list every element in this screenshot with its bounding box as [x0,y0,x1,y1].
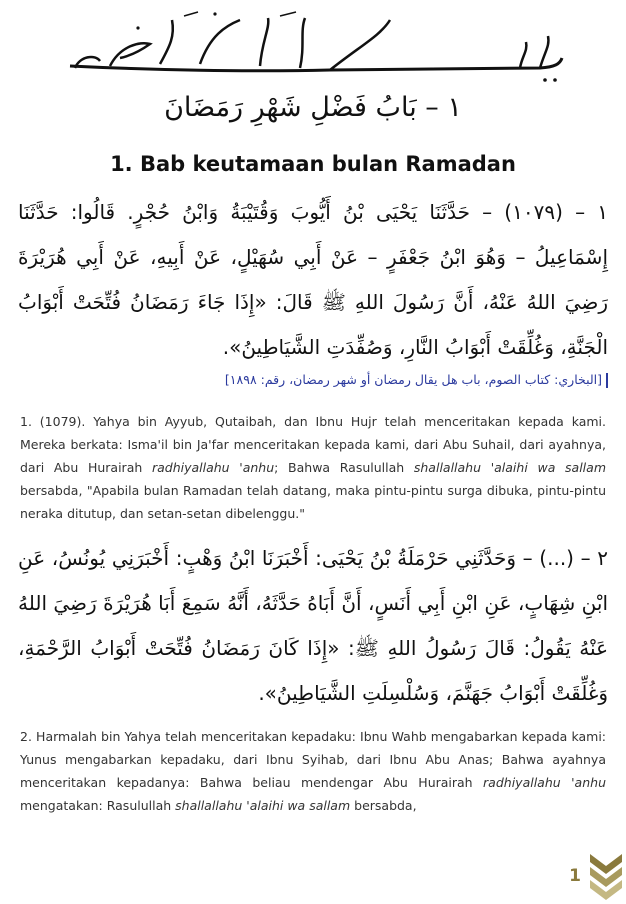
translation-honorific: radhiyallahu 'anhu [151,460,275,475]
translation-honorific: radhiyallahu 'anhu [483,775,606,790]
bismillah-calligraphy-icon [0,6,626,92]
translation-honorific: shallallahu 'alaihi wa sallam [413,460,606,475]
page-number: 1 [569,866,581,886]
hadith-1-translation [20,410,606,525]
hadith-1-reference [225,372,608,388]
translation-honorific: shallallahu 'alaihi wa sallam [175,798,351,813]
reference-bar-icon [606,373,608,388]
hadith-2-arabic: ٢ – (...) – وَحَدَّثَنِي حَرْمَلَةُ بْنُ يَحْيَى: أَخْبَرَنَا ابْنُ وَهْبٍ: أَخْبَرَنِي يُونُسُ، عَنِ ابْنِ شِهَابٍ، عَنِ ابْنِ أَبِي أَنَسٍ، أَنَّ أَبَاهُ حَدَّثَهُ، أَنَّهُ سَمِعَ أَبَا هُرَيْرَةَ رَضِيَ اللهُ عَنْهُ يَقُولُ: قَالَ رَسُولُ اللهِ ﷺ: «إِذَا كَانَ رَمَضَانُ فُتِّحَتْ أَبْوَابُ الرَّحْمَةِ، وَغُلِّقَتْ أَبْوَابُ جَهَنَّمَ، وَسُلْسِلَتِ الشَّيَاطِينُ». [18,546,608,705]
reference-text: [البخاري: كتاب الصوم، باب هل يقال رمضان أو شهر رمضان، رقم: ١٨٩٨] [224,372,602,387]
hadith-1-arabic: ١ – (١٠٧٩) – حَدَّثَنَا يَحْيَى بْنُ أَيُّوبَ وَقُتَيْبَةُ وَابْنُ حُجْرٍ. قَالُوا: حَدَّثَنَا إِسْمَاعِيلُ – وَهُوَ ابْنُ جَعْفَرٍ – عَنْ أَبِي سُهَيْلٍ، عَنْ أَبِيهِ، عَنْ أَبِي هُرَيْرَةَ رَضِيَ اللهُ عَنْهُ، أَنَّ رَسُولَ اللهِ ﷺ قَالَ: «إِذَا جَاءَ رَمَضَانُ فُتِّحَتْ أَبْوَابُ الْجَنَّةِ، وَغُلِّقَتْ أَبْوَابُ النَّارِ، وَصُفِّدَتِ الشَّيَاطِينُ». [18,200,608,359]
translation-text: bersabda, [350,798,417,813]
chapter-title-arabic: ١ – بَابُ فَضْلِ شَهْرِ رَمَضَانَ [164,92,462,123]
chevron-down-icon [586,850,626,900]
translation-text: bersabda, "Apabila bulan Ramadan telah datang, maka pintu-pintu surga dibuka, pintu-pintu neraka ditutup, dan setan-setan dibelenggu." [20,483,606,521]
translation-text: ; Bahwa Rasulullah [274,460,414,475]
next-page-chevron[interactable] [586,850,626,900]
translation-text: mengatakan: Rasulullah [20,798,176,813]
chapter-title: 1. Bab keutamaan bulan Ramadan [110,152,516,176]
hadith-2-translation [20,725,606,817]
translation-text: 2. Harmalah bin Yahya telah menceritakan kepadaku: Ibnu Wahb mengabarkan kepada kami: Yunus mengabarkan kepadaku, dari Ibnu Syihab, dari Ibnu Abu Anas; Bahwa ayahnya menceritakan kepadanya: Bahwa beliau mendengar Abu Hurairah [20,729,606,790]
bismillah-calligraphy [0,6,626,92]
translation-text: 1. (1079). Yahya bin Ayyub, Qutaibah, dan Ibnu Hujr telah menceritakan kepada kami. Mereka berkata: Isma'il bin Ja'far menceritakan kepada kami, dari Abu Suhail, dari ayahnya, dari Abu Hurairah [20,414,606,475]
